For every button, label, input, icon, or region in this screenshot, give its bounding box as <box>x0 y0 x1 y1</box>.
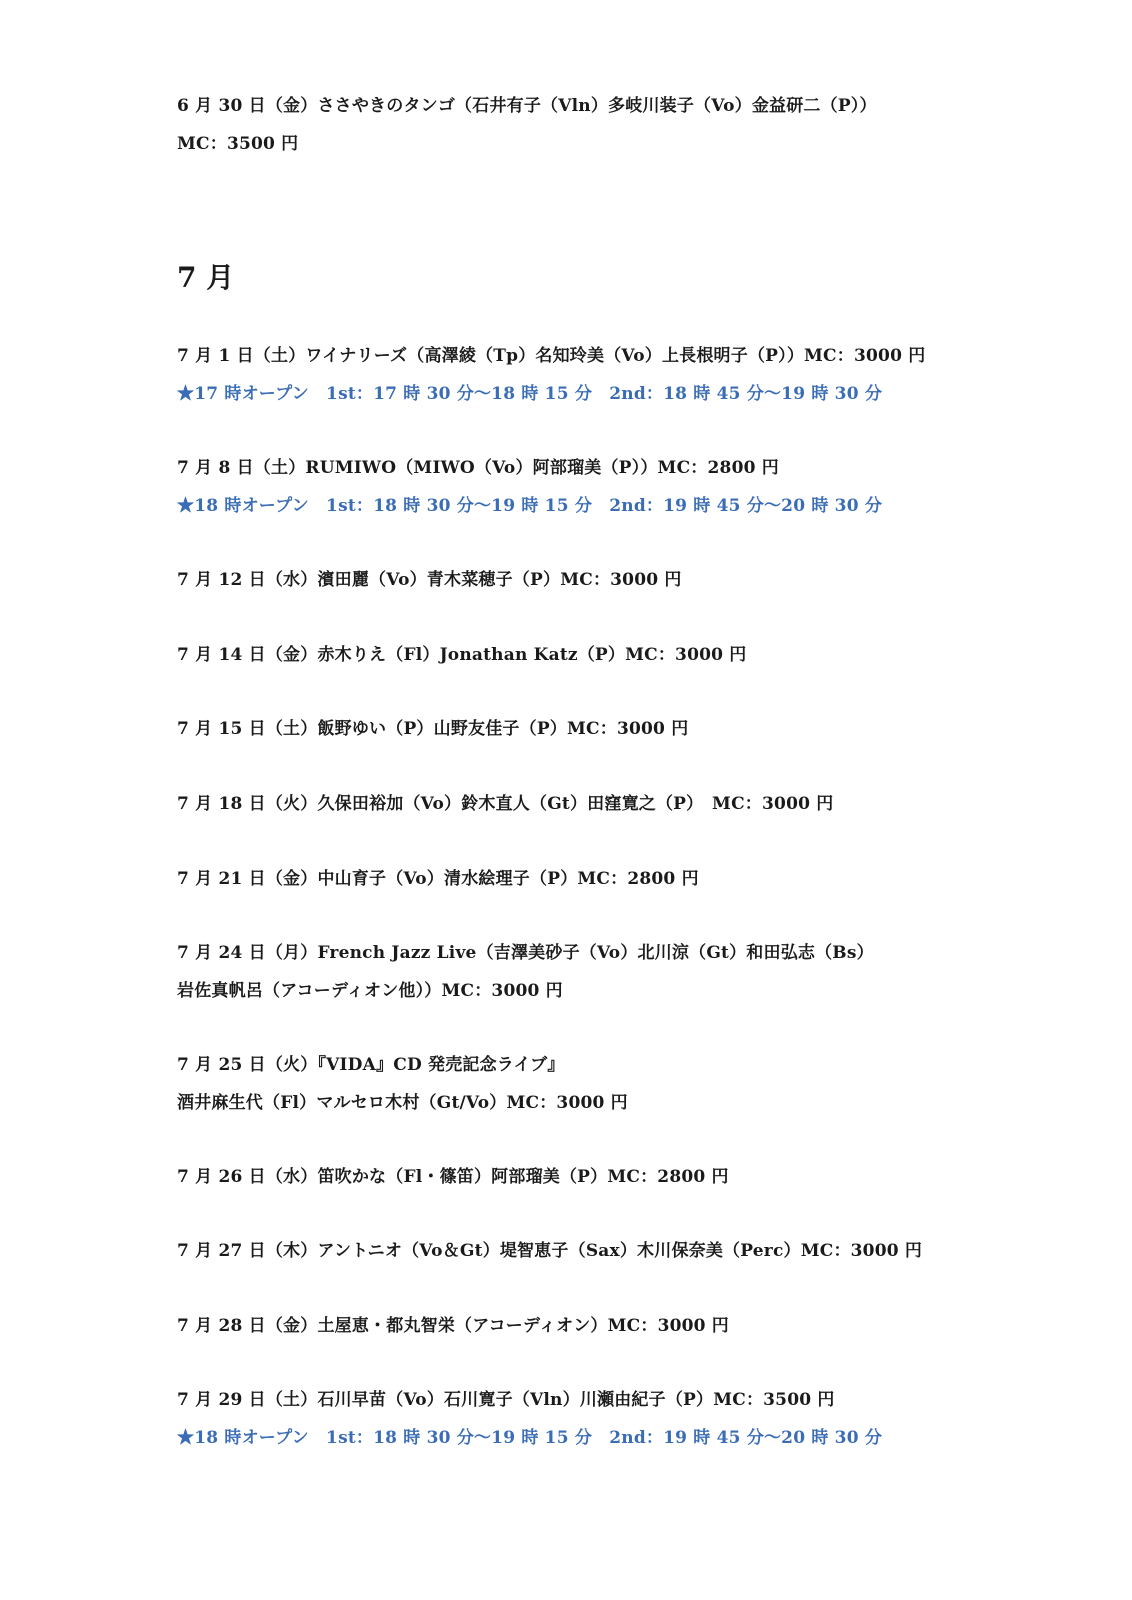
event-open-note: ★17 時オープン 1st：17 時 30 分〜18 時 15 分 2nd：18 時 45 分〜19 時 30 分 <box>177 384 883 404</box>
event-july-14 <box>177 636 747 674</box>
month-heading-july: 7 月 <box>177 261 235 294</box>
event-open-note: ★18 時オープン 1st：18 時 30 分〜19 時 15 分 2nd：19 時 45 分〜20 時 30 分 <box>177 496 883 516</box>
event-title: 7 月 24 日（月）French Jazz Live（吉澤美砂子（Vo）北川涼（Gt）和田弘志（Bs） <box>177 943 874 963</box>
event-price: 酒井麻生代（Fl）マルセロ木村（Gt/Vo）MC：3000 円 <box>177 1093 628 1113</box>
event-july-28 <box>177 1307 729 1345</box>
event-title: 7 月 15 日（土）飯野ゆい（P）山野友佳子（P）MC：3000 円 <box>177 719 689 739</box>
event-july-25 <box>177 1046 628 1122</box>
event-title: 7 月 28 日（金）土屋恵・都丸智栄（アコーディオン）MC：3000 円 <box>177 1316 730 1336</box>
event-price: 岩佐真帆呂（アコーディオン他））MC：3000 円 <box>177 981 563 1001</box>
event-price: MC：3500 円 <box>177 134 299 154</box>
event-title: 7 月 1 日（土）ワイナリーズ（高澤綾（Tp）名知玲美（Vo）上長根明子（P））MC：3000 円 <box>177 346 926 366</box>
event-title: 7 月 12 日（水）濱田麗（Vo）青木菜穂子（P）MC：3000 円 <box>177 570 682 590</box>
event-title: 7 月 21 日（金）中山育子（Vo）清水絵理子（P）MC：2800 円 <box>177 869 699 889</box>
event-july-29 <box>177 1381 882 1457</box>
event-title: 7 月 26 日（水）笛吹かな（Fl・篠笛）阿部瑠美（P）MC：2800 円 <box>177 1167 729 1187</box>
event-title: 7 月 25 日（火）『VIDA』CD 発売記念ライブ』 <box>177 1055 565 1075</box>
event-july-15 <box>177 710 688 748</box>
event-title: 7 月 18 日（火）久保田裕加（Vo）鈴木直人（Gt）田窪寛之（P） MC：3000 円 <box>177 794 834 814</box>
event-open-note: ★18 時オープン 1st：18 時 30 分〜19 時 15 分 2nd：19 時 45 分〜20 時 30 分 <box>177 1428 883 1448</box>
event-title: 7 月 8 日（土）RUMIWO（MIWO（Vo）阿部瑠美（P））MC：2800 円 <box>177 458 779 478</box>
event-july-21 <box>177 860 699 898</box>
event-july-18 <box>177 785 833 823</box>
event-july-12 <box>177 561 682 599</box>
event-july-27 <box>177 1232 922 1270</box>
event-title: 7 月 27 日（木）アントニオ（Vo＆Gt）堤智恵子（Sax）木川保奈美（Perc）MC：3000 円 <box>177 1241 923 1261</box>
event-july-8 <box>177 449 882 525</box>
event-july-24 <box>177 934 874 1010</box>
event-title: 7 月 29 日（土）石川早苗（Vo）石川寛子（Vln）川瀬由紀子（P）MC：3500 円 <box>177 1390 835 1410</box>
event-title: 6 月 30 日（金）ささやきのタンゴ（石井有子（Vln）多岐川装子（Vo）金益研二（P）） <box>177 96 877 116</box>
event-title: 7 月 14 日（金）赤木りえ（Fl）Jonathan Katz（P）MC：3000 円 <box>177 645 747 665</box>
event-july-1 <box>177 337 925 413</box>
event-july-26 <box>177 1158 729 1196</box>
event-june-30 <box>177 87 877 163</box>
